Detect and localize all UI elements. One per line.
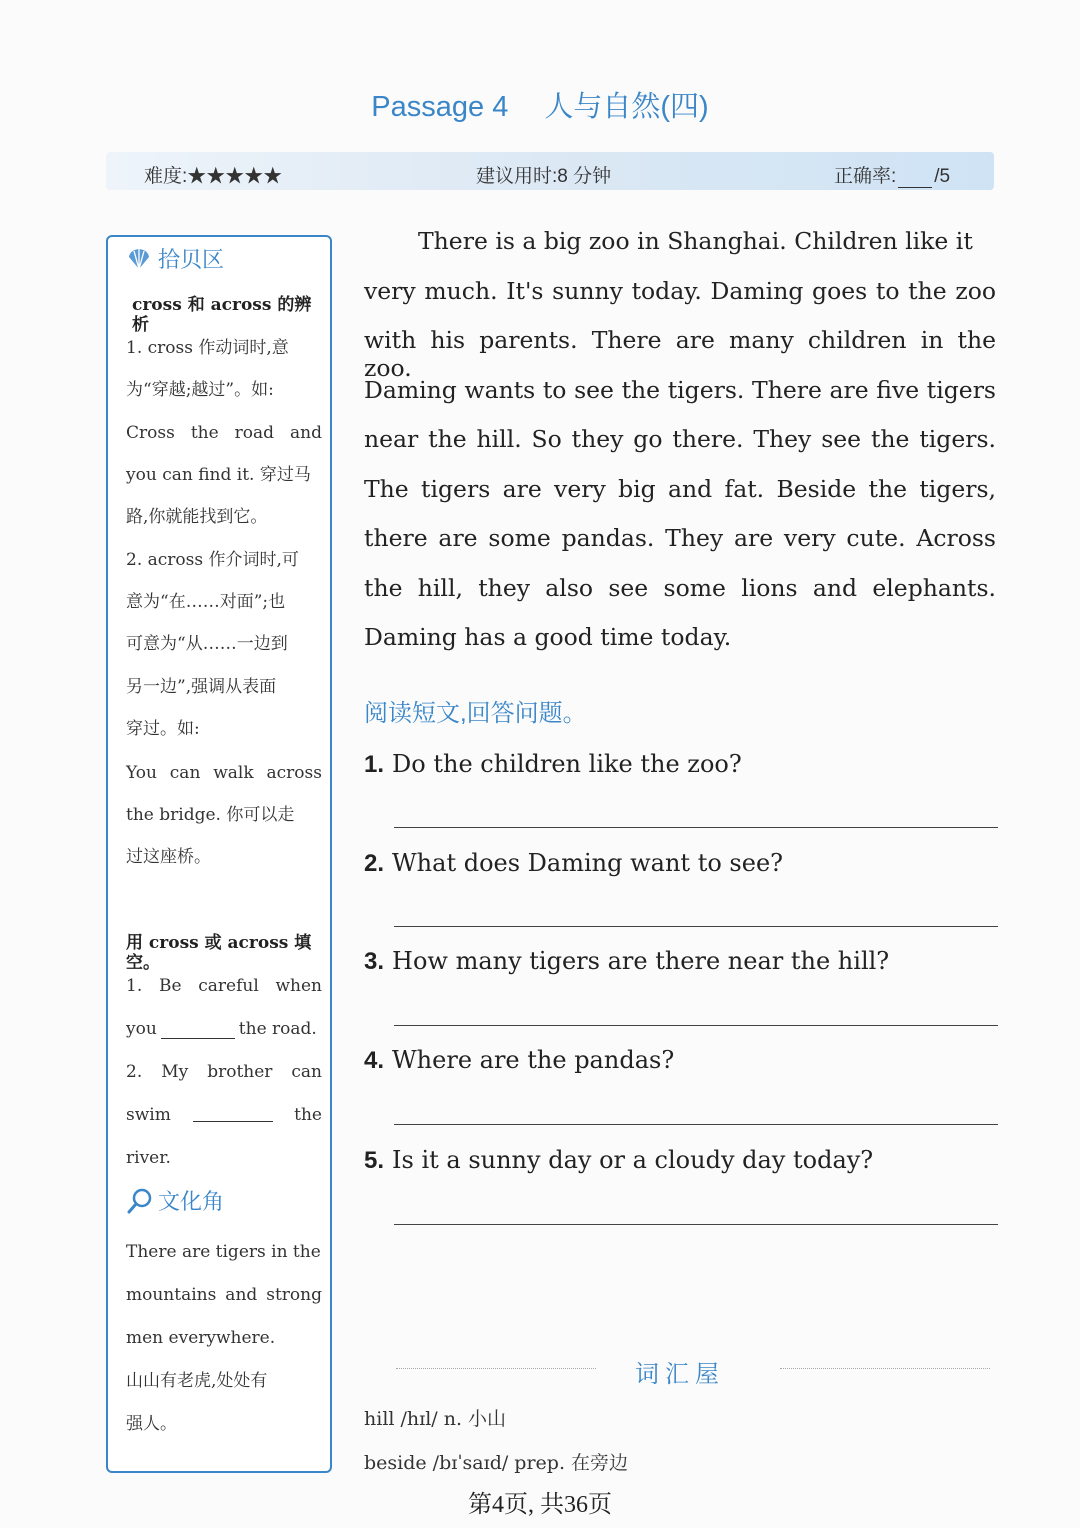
- note-line: 另一边”,强调从表面: [126, 677, 277, 697]
- note-line: 意为“在……对面”;也: [126, 592, 286, 612]
- exercise-text: the road.: [238, 1019, 317, 1039]
- culture-line: There are tigers in the: [126, 1242, 321, 1262]
- question-text: What does Daming want to see?: [392, 849, 784, 877]
- answer-line-1[interactable]: [394, 827, 998, 828]
- vocab-item: beside /bɪˈsaɪd/ prep. 在旁边: [364, 1452, 629, 1474]
- question-number: 1.: [364, 751, 385, 778]
- culture-section-header: [126, 1187, 322, 1215]
- question-3: [364, 947, 996, 976]
- passage-line: very much. It's sunny today. Daming goes to the zoo: [364, 277, 996, 305]
- vocab-item: hill /hɪl/ n. 小山: [364, 1408, 507, 1430]
- question-text: Do the children like the zoo?: [392, 750, 742, 778]
- vocab-title: 词汇屋: [635, 1361, 725, 1388]
- divider-right: [780, 1368, 990, 1369]
- exercise-title: 用 cross 或 across 填空。: [126, 933, 312, 973]
- passage-line: near the hill. So they go there. They see the tigers.: [364, 425, 996, 453]
- passage-line: The tigers are very big and fat. Beside the tigers,: [364, 475, 996, 503]
- shell-section-header: [126, 247, 322, 271]
- exercise-text: the: [294, 1105, 322, 1125]
- exercise-line: 1. Be careful when: [126, 976, 322, 996]
- passage-line: Daming wants to see the tigers. There are five tigers: [364, 376, 996, 404]
- exercise-line: [126, 1105, 322, 1125]
- page-title: [0, 84, 1080, 125]
- exercise-text: you: [126, 1019, 157, 1039]
- divider-left: [396, 1368, 596, 1369]
- question-number: 2.: [364, 850, 385, 877]
- note-line: Cross the road and: [126, 423, 322, 443]
- answer-line-2[interactable]: [394, 926, 998, 927]
- section-title-shell: 拾贝区: [158, 247, 225, 272]
- note-subtitle: cross 和 across 的辨析: [132, 295, 312, 335]
- passage-topic: 人与自然(四): [544, 91, 709, 123]
- exercise-blank-1[interactable]: [161, 1022, 235, 1039]
- question-4: [364, 1046, 996, 1075]
- answer-line-5[interactable]: [394, 1224, 998, 1225]
- note-line: 路,你就能找到它。: [126, 507, 268, 527]
- exercise-line: river.: [126, 1148, 171, 1168]
- passage-line: Daming has a good time today.: [364, 623, 732, 651]
- question-number: 4.: [364, 1047, 385, 1074]
- question-text: Is it a sunny day or a cloudy day today?: [392, 1146, 874, 1174]
- question-2: [364, 849, 996, 878]
- sidebar-box: [106, 235, 332, 1473]
- exercise-line: [126, 1019, 322, 1039]
- note-line: you can find it. 穿过马: [126, 465, 311, 485]
- note-line: 可意为“从……一边到: [126, 634, 288, 654]
- culture-line: men everywhere.: [126, 1328, 276, 1348]
- question-5: [364, 1146, 996, 1175]
- note-line: 1. cross 作动词时,意: [126, 338, 289, 358]
- culture-line: 山山有老虎,处处有: [126, 1371, 268, 1391]
- note-line: the bridge. 你可以走: [126, 805, 295, 825]
- question-text: Where are the pandas?: [392, 1046, 675, 1074]
- passage-line: There is a big zoo in Shanghai. Children like it: [418, 227, 973, 255]
- question-number: 3.: [364, 948, 385, 975]
- accuracy-total: /5: [934, 166, 951, 187]
- passage-line: the hill, they also see some lions and elephants.: [364, 574, 996, 602]
- answer-line-4[interactable]: [394, 1124, 998, 1125]
- exercise-text: swim: [126, 1105, 171, 1125]
- info-bar: [106, 152, 994, 190]
- note-line: 穿过。如:: [126, 719, 200, 739]
- page-footer: 第4页, 共36页: [468, 1492, 612, 1518]
- accuracy-label: 正确率:: [834, 166, 897, 187]
- answer-line-3[interactable]: [394, 1025, 998, 1026]
- questions-title: 阅读短文,回答问题。: [364, 700, 587, 727]
- section-title-culture: 文化角: [158, 1189, 225, 1214]
- note-line: You can walk across: [126, 763, 322, 783]
- shell-icon: [126, 247, 152, 271]
- suggested-time: 建议用时:8 分钟: [476, 166, 612, 187]
- question-text: How many tigers are there near the hill?: [392, 947, 890, 975]
- passage-line: there are some pandas. They are very cute. Across: [364, 524, 996, 552]
- exercise-line: 2. My brother can: [126, 1062, 322, 1082]
- difficulty-rating: 难度:★★★★★: [144, 166, 283, 187]
- question-number: 5.: [364, 1147, 385, 1174]
- question-1: [364, 750, 996, 779]
- accuracy-blank[interactable]: [898, 169, 932, 188]
- accuracy-field: [834, 161, 950, 188]
- note-line: 2. across 作介词时,可: [126, 550, 299, 570]
- exercise-blank-2[interactable]: [193, 1105, 273, 1122]
- culture-line: mountains and strong: [126, 1285, 322, 1305]
- passage-line: with his parents. There are many children in the zoo.: [364, 326, 996, 382]
- magnifier-icon: [126, 1187, 154, 1215]
- note-line: 过这座桥。: [126, 847, 211, 867]
- passage-number: Passage 4: [371, 91, 509, 123]
- culture-line: 强人。: [126, 1414, 177, 1434]
- note-line: 为“穿越;越过”。如:: [126, 380, 274, 400]
